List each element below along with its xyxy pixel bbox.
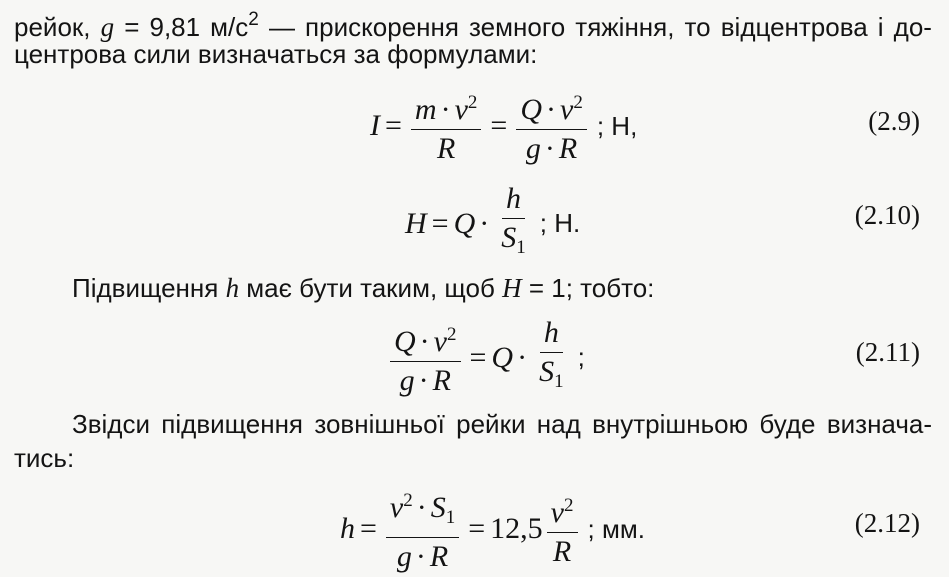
unit-text: ; <box>577 342 585 372</box>
fraction <box>386 484 459 574</box>
paragraph-3-line-1: Звідси підвищення зовнішньої рейки над внутрішньою буде визнача- <box>72 409 932 439</box>
paragraph-1-line-2: центрова сили визначаться за формулами: <box>14 39 538 69</box>
text: Підвищення <box>72 273 219 303</box>
symbol: g <box>399 363 415 397</box>
symbol: v <box>433 324 447 358</box>
fraction <box>411 86 482 166</box>
symbol: S <box>501 221 517 254</box>
coefficient: 12,5 <box>490 512 543 545</box>
symbol: R <box>429 540 449 573</box>
dot: · <box>419 324 430 358</box>
symbol: g <box>525 132 541 165</box>
dot: · <box>546 93 557 126</box>
equals-sign: = <box>469 340 487 374</box>
H-symbol: H <box>502 273 522 303</box>
equation-2-9 <box>370 86 637 166</box>
text: рейок, <box>14 12 91 42</box>
equals-sign: = <box>468 512 486 545</box>
equals-sign: = <box>385 109 402 142</box>
subscript: 1 <box>554 371 564 392</box>
denominator: R <box>552 535 572 568</box>
equation-2-12 <box>340 484 645 574</box>
dot: · <box>517 340 528 374</box>
superscript: 2 <box>403 490 413 511</box>
numerator <box>411 86 482 130</box>
numerator: h <box>540 316 563 353</box>
denominator: R <box>437 132 456 165</box>
symbol: v <box>560 93 574 126</box>
denominator <box>535 353 568 399</box>
superscript: 2 <box>467 92 478 113</box>
unit-text: ; Н. <box>539 208 581 238</box>
equation-number-2-10: (2.10) <box>854 200 920 230</box>
text: = 1; тобто: <box>528 273 655 303</box>
dot: · <box>440 93 451 126</box>
paragraph-2 <box>72 272 654 304</box>
subscript: 1 <box>516 237 526 258</box>
dot: · <box>544 132 555 165</box>
eq-lhs: H <box>405 206 427 240</box>
denominator <box>393 538 452 574</box>
equation-number-2-9: (2.9) <box>868 106 920 136</box>
denominator <box>522 130 581 166</box>
paragraph-3-line-2: тись: <box>14 443 75 473</box>
text: — прискорення земного тяжіння, то відцентрова і до- <box>268 12 932 42</box>
dot: · <box>416 491 427 524</box>
equals-sign: = <box>431 206 449 240</box>
symbol: S <box>430 491 446 524</box>
equation-2-10 <box>405 182 580 265</box>
symbol: S <box>539 355 555 388</box>
dot: · <box>418 363 429 397</box>
numerator <box>390 318 461 362</box>
unit-text: ; мм. <box>587 513 645 544</box>
dot: · <box>479 206 490 240</box>
symbol: v <box>454 93 468 126</box>
symbol: R <box>558 132 578 165</box>
symbol: Q <box>453 206 476 240</box>
superscript: 2 <box>248 9 259 30</box>
fraction <box>497 182 530 265</box>
equation-number-2-12: (2.12) <box>854 508 920 538</box>
fraction <box>535 316 568 399</box>
numerator <box>547 489 578 533</box>
equation-number-2-11: (2.11) <box>855 337 920 367</box>
dot: · <box>415 540 426 573</box>
equation-2-11 <box>386 316 585 399</box>
superscript: 2 <box>573 92 583 113</box>
superscript: 2 <box>564 495 574 516</box>
fraction <box>390 318 461 398</box>
equals-sign: = <box>490 109 508 142</box>
numerator: h <box>502 182 525 219</box>
subscript: 1 <box>445 507 456 528</box>
symbol: Q <box>520 93 543 126</box>
eq-lhs: I <box>370 109 380 142</box>
symbol: m <box>414 93 437 126</box>
text: = 9,81 м/с <box>124 12 249 42</box>
symbol: v <box>389 491 404 524</box>
denominator <box>396 362 455 398</box>
h-symbol: h <box>225 273 240 303</box>
symbol: Q <box>491 340 514 374</box>
g-symbol: g <box>100 12 115 42</box>
unit-text: ; Н, <box>596 110 638 141</box>
text: має бути таким, щоб <box>246 273 495 303</box>
eq-lhs: h <box>340 512 355 545</box>
fraction <box>547 489 578 569</box>
symbol: g <box>396 540 412 573</box>
symbol: R <box>432 363 451 397</box>
equals-sign: = <box>360 512 377 545</box>
numerator <box>516 86 587 130</box>
symbol: v <box>550 496 564 529</box>
symbol: Q <box>394 324 416 358</box>
numerator <box>386 484 459 538</box>
superscript: 2 <box>447 323 457 345</box>
denominator <box>497 219 530 265</box>
fraction <box>516 86 587 166</box>
